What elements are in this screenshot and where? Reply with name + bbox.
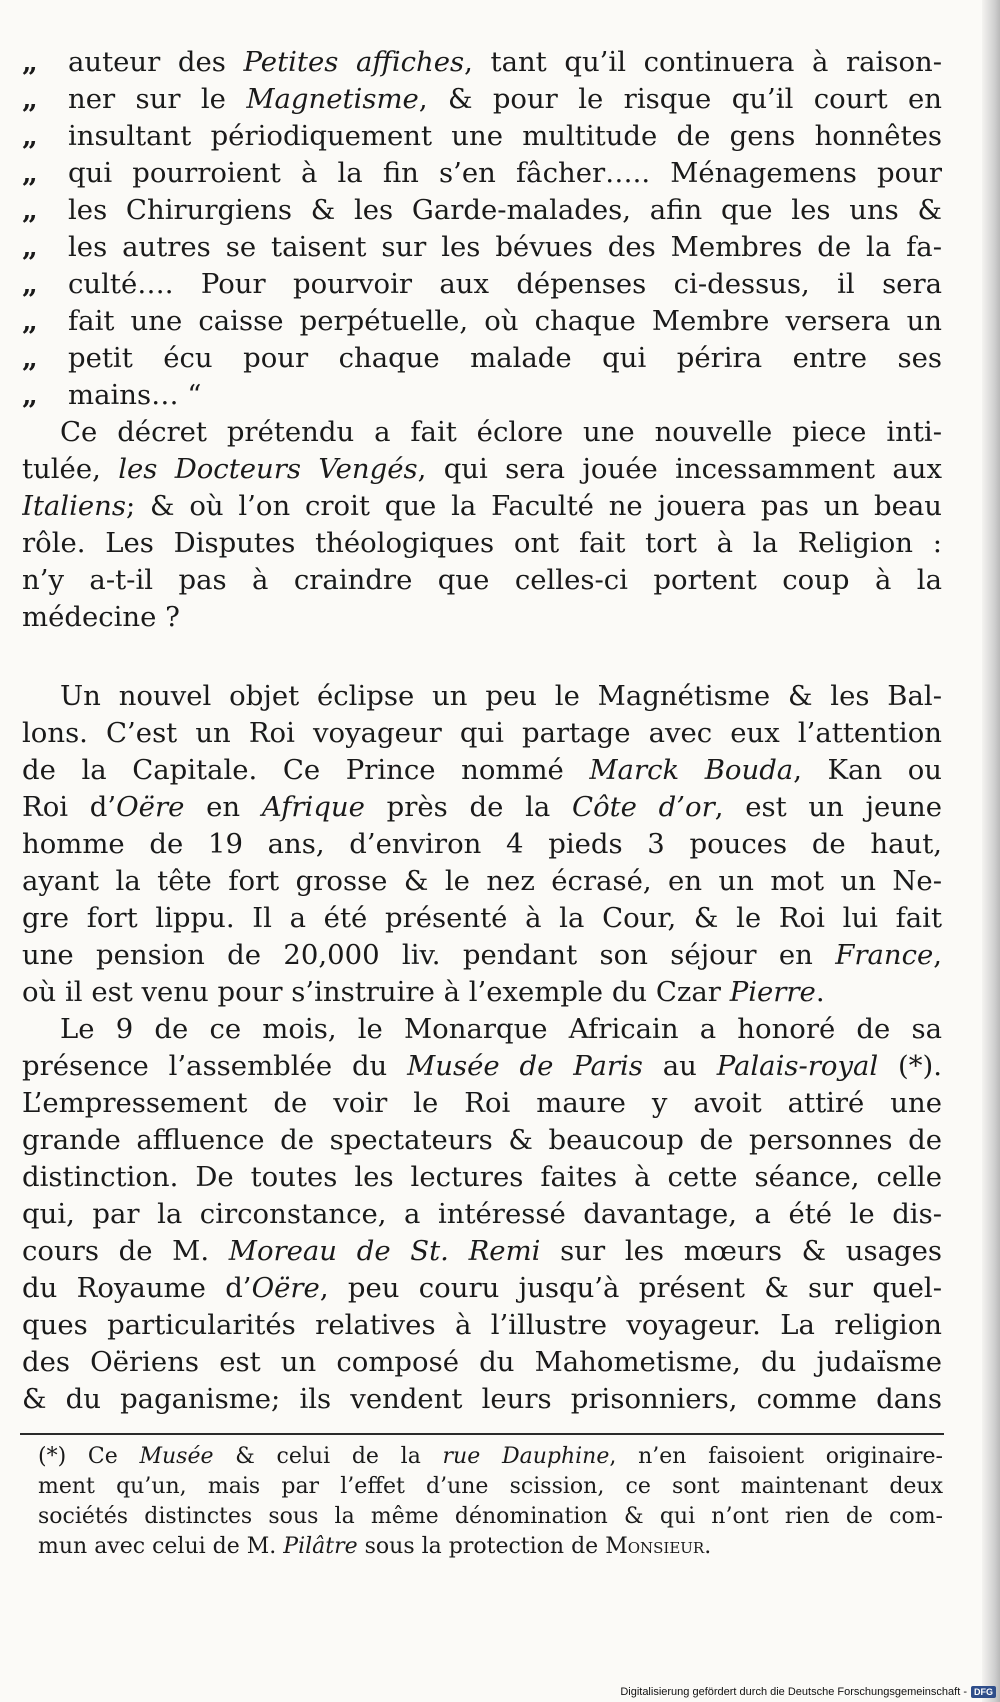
- text-line: [22, 488, 942, 525]
- quote-mark: „: [22, 46, 36, 78]
- italic-text: France: [835, 939, 934, 971]
- text-segment: , peu couru jusqu’à présent & sur quel-: [319, 1272, 942, 1304]
- text-line: [38, 1472, 943, 1502]
- text-line: [38, 1442, 943, 1472]
- text-line: [22, 937, 942, 974]
- italic-text: Pilâtre: [283, 1534, 358, 1559]
- text-segment: insultant périodiquement une multitude de gens honnêtes: [68, 120, 942, 152]
- text-segment: cours de M.: [22, 1235, 229, 1267]
- text-segment: ques particularités relatives à l’illustre voyageur. La religion: [22, 1309, 942, 1341]
- quote-mark: „: [22, 83, 36, 115]
- text-segment: sociétés distinctes sous la même dénomination & qui n’ont rien de com-: [38, 1504, 943, 1529]
- dfg-logo: DFG: [971, 1686, 996, 1698]
- quote-mark: „: [22, 157, 36, 189]
- main-text: [22, 44, 942, 1418]
- text-line: [22, 863, 942, 900]
- text-line: [22, 229, 942, 266]
- text-segment: petit écu pour chaque malade qui périra entre ses: [68, 342, 942, 374]
- african-king-article: [22, 678, 942, 1418]
- text-segment: près de la: [364, 791, 573, 823]
- text-line: [22, 44, 942, 81]
- text-segment: qui pourroient à la fin s’en fâcher….. Ménagemens pour: [68, 157, 942, 189]
- text-segment: fait une caisse perpétuelle, où chaque Membre versera un: [68, 305, 942, 337]
- text-line: [22, 192, 942, 229]
- text-segment: culté…. Pour pourvoir aux dépenses ci-dessus, il sera: [68, 268, 942, 300]
- italic-text: Marck Bouda: [589, 754, 794, 786]
- text-segment: grande affluence de spectateurs & beaucoup de personnes de: [22, 1124, 942, 1156]
- italic-text: Oëre: [116, 791, 185, 823]
- text-segment: (*).: [878, 1050, 942, 1082]
- text-segment: où il est venu pour s’instruire à l’exemple du Czar: [22, 976, 730, 1008]
- italic-text: rue Dauphine: [442, 1444, 610, 1469]
- text-line: [22, 1196, 942, 1233]
- text-segment: les Chirurgiens & les Garde-malades, afin que les uns &: [68, 194, 942, 226]
- italic-text: Oëre: [251, 1272, 320, 1304]
- quote-mark: „: [22, 342, 36, 374]
- text-line: [22, 1122, 942, 1159]
- text-segment: lons. C’est un Roi voyageur qui partage avec eux l’attention: [22, 717, 942, 749]
- text-segment: Roi d’: [22, 791, 117, 823]
- text-segment: ; & où l’on croit que la Faculté ne jouera pas un beau: [126, 490, 942, 522]
- quote-mark: „: [22, 379, 36, 411]
- italic-text: Côte d’or: [572, 791, 715, 823]
- text-line: [38, 1532, 943, 1562]
- text-segment: des Oëriens est un composé du Mahometisme, du judaïsme: [22, 1346, 942, 1378]
- text-segment: , n’en faisoient originaire-: [609, 1444, 943, 1469]
- paragraph-gap: [22, 636, 942, 678]
- text-segment: Un nouvel objet éclipse un peu le Magnétisme & les Bal-: [60, 680, 942, 712]
- text-line: [22, 900, 942, 937]
- text-line: [22, 752, 942, 789]
- italic-text: Musée: [139, 1444, 214, 1469]
- text-segment: homme de 19 ans, d’environ 4 pieds 3 pouces de haut,: [22, 828, 942, 860]
- italic-text: Afrique: [261, 791, 365, 823]
- text-segment: , tant qu’il continuera à raison-: [464, 46, 942, 78]
- text-segment: sous la protection de: [357, 1534, 606, 1559]
- text-line: [22, 599, 942, 636]
- page-edge-shadow: [982, 0, 1000, 1702]
- text-line: [38, 1502, 943, 1532]
- footnote: [38, 1442, 943, 1562]
- italic-text: Italiens: [22, 490, 126, 522]
- text-segment: mains… “: [68, 379, 202, 411]
- text-line: [22, 451, 942, 488]
- text-line: [22, 340, 942, 377]
- text-line: [22, 155, 942, 192]
- text-line: [22, 118, 942, 155]
- text-segment: rôle. Les Disputes théologiques ont fait tort à la Religion :: [22, 527, 942, 559]
- text-segment: , Kan ou: [793, 754, 942, 786]
- text-segment: tulée,: [22, 453, 119, 485]
- digitization-credit: [620, 1686, 996, 1698]
- quote-mark: „: [22, 231, 36, 263]
- text-line: [22, 1307, 942, 1344]
- quote-mark: „: [22, 305, 36, 337]
- text-segment: auteur des: [68, 46, 244, 78]
- text-line: [22, 266, 942, 303]
- text-segment: sur les mœurs & usages: [540, 1235, 942, 1267]
- quote-mark: „: [22, 194, 36, 226]
- text-segment: .: [815, 976, 825, 1008]
- text-line: [22, 974, 942, 1011]
- text-segment: , est un jeune: [714, 791, 942, 823]
- italic-text: Magnetisme: [246, 83, 419, 115]
- text-segment: Ce décret prétendu a fait éclore une nouvelle piece inti-: [60, 416, 942, 448]
- text-segment: présence l’assemblée du: [22, 1050, 408, 1082]
- quoted-decree-and-commentary: [22, 44, 942, 636]
- text-segment: en: [184, 791, 262, 823]
- italic-text: les Docteurs Vengés: [118, 453, 418, 485]
- text-line: [22, 789, 942, 826]
- text-segment: , qui sera jouée incessamment aux: [417, 453, 942, 485]
- text-segment: Le 9 de ce mois, le Monarque Africain a honoré de sa: [60, 1013, 942, 1045]
- text-segment: distinction. De toutes les lectures faites à cette séance, celle: [22, 1161, 942, 1193]
- footnote-rule: [20, 1433, 944, 1435]
- text-segment: n’y a-t-il pas à craindre que celles-ci portent coup à la: [22, 564, 942, 596]
- text-segment: Monsieur: [605, 1534, 705, 1559]
- text-segment: qui, par la circonstance, a intéressé davantage, a été le dis-: [22, 1198, 942, 1230]
- text-line: [22, 377, 942, 414]
- text-line: [22, 826, 942, 863]
- text-line: [22, 715, 942, 752]
- italic-text: Palais-royal: [716, 1050, 879, 1082]
- text-line: [22, 414, 942, 451]
- italic-text: Pierre: [729, 976, 816, 1008]
- text-line: [22, 1085, 942, 1122]
- text-segment: & celui de la: [213, 1444, 443, 1469]
- text-segment: ,: [933, 939, 942, 971]
- text-segment: ner sur le: [68, 83, 247, 115]
- text-line: [22, 562, 942, 599]
- text-line: [22, 525, 942, 562]
- text-line: [22, 81, 942, 118]
- text-segment: ment qu’un, mais par l’effet d’une scission, ce sont maintenant deux: [38, 1474, 943, 1499]
- text-segment: médecine ?: [22, 601, 180, 633]
- credit-text: Digitalisierung gefördert durch die Deutsche Forschungsgemeinschaft -: [620, 1686, 967, 1698]
- text-line: [22, 1233, 942, 1270]
- text-segment: du Royaume d’: [22, 1272, 252, 1304]
- text-line: [22, 1381, 942, 1418]
- text-segment: .: [704, 1534, 712, 1559]
- text-segment: L’empressement de voir le Roi maure y avoit attiré une: [22, 1087, 942, 1119]
- italic-text: Musée de Paris: [407, 1050, 643, 1082]
- text-segment: & du paganisme; ils vendent leurs prisonniers, comme dans: [22, 1383, 942, 1415]
- text-segment: mun avec celui de M.: [38, 1534, 284, 1559]
- text-segment: , & pour le risque qu’il court en: [418, 83, 942, 115]
- text-line: [22, 303, 942, 340]
- text-line: [22, 1344, 942, 1381]
- text-segment: une pension de 20,000 liv. pendant son séjour en: [22, 939, 836, 971]
- text-segment: ayant la tête fort grosse & le nez écrasé, en un mot un Ne-: [22, 865, 942, 897]
- text-segment: (*) Ce: [38, 1444, 140, 1469]
- text-line: [22, 1159, 942, 1196]
- text-segment: de la Capitale. Ce Prince nommé: [22, 754, 590, 786]
- text-segment: au: [642, 1050, 717, 1082]
- text-line: [22, 1011, 942, 1048]
- text-line: [22, 1270, 942, 1307]
- text-line: [22, 678, 942, 715]
- italic-text: Moreau de St. Remi: [228, 1235, 541, 1267]
- text-segment: gre fort lippu. Il a été présenté à la Cour, & le Roi lui fait: [22, 902, 942, 934]
- text-line: [22, 1048, 942, 1085]
- italic-text: Petites affiches: [243, 46, 465, 78]
- text-segment: les autres se taisent sur les bévues des Membres de la fa-: [68, 231, 942, 263]
- quote-mark: „: [22, 268, 36, 300]
- quote-mark: „: [22, 120, 36, 152]
